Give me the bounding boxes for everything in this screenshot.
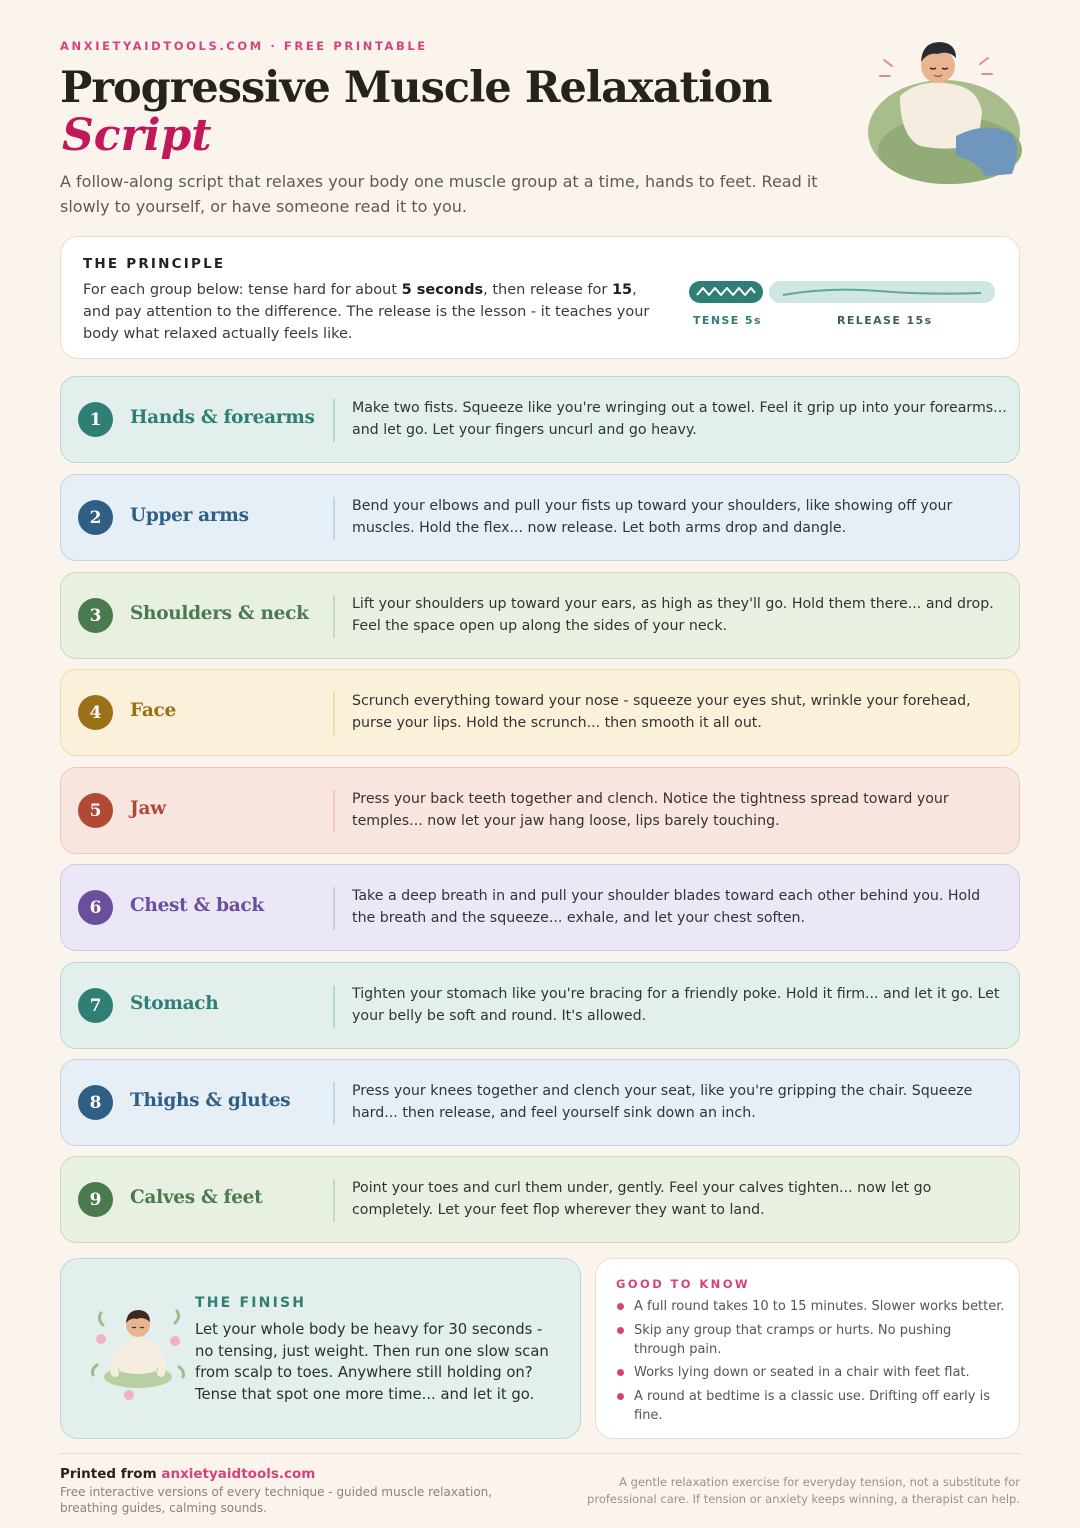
principle-body: For each group below: tense hard for about 5 seconds, then release for 15, and pay attention to the difference. The release is the lesson - it teaches your body what relaxed actually feels like. <box>83 282 650 342</box>
step-divider <box>333 399 335 442</box>
bullet-dot-icon <box>617 1327 624 1334</box>
step-instructions: Point your toes and curl them under, gently. Feel your calves tighten... now let go completely. Let your feet flop wherever they want to land. <box>352 1180 932 1218</box>
step-number-badge: 6 <box>78 890 113 925</box>
step-title: Chest & back <box>130 895 264 916</box>
step-number-badge: 4 <box>78 695 113 730</box>
step-divider <box>333 497 335 540</box>
step-title: Face <box>130 700 176 721</box>
release-bar <box>769 281 995 303</box>
step-instructions: Make two fists. Squeeze like you're wringing out a towel. Feel it grip up into your forearms... and let go. Let your fingers uncurl and go heavy. <box>352 400 1007 438</box>
wave-icon <box>769 281 995 303</box>
step-instructions: Press your back teeth together and clench. Notice the tightness spread toward your temples... now let your jaw hang loose, lips barely touching. <box>352 791 949 829</box>
step-divider <box>333 1082 335 1125</box>
step-divider <box>333 985 335 1028</box>
footer-divider <box>60 1453 1020 1454</box>
tense-label: TENSE 5s <box>693 314 762 327</box>
page-title-accent: Script <box>62 110 212 161</box>
principle-card <box>60 236 1020 359</box>
principle-heading: THE PRINCIPLE <box>83 256 226 272</box>
step-instructions: Press your knees together and clench your seat, like you're gripping the chair. Squeeze hard... then release, and feel yourself sink down an inch. <box>352 1083 973 1121</box>
finish-card <box>60 1258 581 1439</box>
bullet-dot-icon <box>617 1393 624 1400</box>
good-to-know-heading: GOOD TO KNOW <box>616 1277 750 1291</box>
printed-from: Printed from anxietyaidtools.com <box>60 1466 316 1482</box>
step-3-shoulders-neck <box>60 572 1020 659</box>
bullet-dot-icon <box>617 1303 624 1310</box>
zigzag-icon <box>689 281 763 303</box>
release-duration: 15 <box>611 282 633 298</box>
page-title: Progressive Muscle Relaxation <box>60 63 772 113</box>
step-8-thighs-glutes <box>60 1059 1020 1146</box>
step-instructions: Scrunch everything toward your nose - squeeze your eyes shut, wrinkle your forehead, purse your lips. Hold the scrunch... then smooth it all out. <box>352 693 971 731</box>
list-item: Works lying down or seated in a chair with feet flat. <box>616 1363 1006 1382</box>
step-instructions: Tighten your stomach like you're bracing for a friendly poke. Hold it firm... and let it go. Let your belly be soft and round. It's allowed. <box>352 986 1000 1024</box>
step-9-calves-feet <box>60 1156 1020 1243</box>
meditating-person-illustration <box>83 1295 193 1405</box>
step-title: Hands & forearms <box>130 407 315 428</box>
step-number-badge: 3 <box>78 598 113 633</box>
step-number-badge: 5 <box>78 793 113 828</box>
list-item: A full round takes 10 to 15 minutes. Slower works better. <box>616 1297 1006 1316</box>
bullet-dot-icon <box>617 1369 624 1376</box>
good-to-know-card <box>595 1258 1020 1439</box>
step-5-jaw <box>60 767 1020 854</box>
footer-disclaimer: A gentle relaxation exercise for everyday tension, not a substitute for professional care. If tension or anxiety keeps winning, a therapist can help. <box>587 1475 1020 1506</box>
release-label: RELEASE 15s <box>837 314 933 327</box>
list-item: A round at bedtime is a classic use. Drifting off early is fine. <box>616 1387 1006 1425</box>
step-divider <box>333 692 335 735</box>
step-title: Shoulders & neck <box>130 603 309 624</box>
step-number-badge: 1 <box>78 402 113 437</box>
step-2-upper-arms <box>60 474 1020 561</box>
relaxing-person-illustration <box>860 26 1030 188</box>
step-7-stomach <box>60 962 1020 1049</box>
step-title: Stomach <box>130 993 219 1014</box>
site-link[interactable]: anxietyaidtools.com <box>161 1466 316 1482</box>
step-divider <box>333 790 335 833</box>
finish-body: Let your whole body be heavy for 30 seconds - no tensing, just weight. Then run one slow scan from scalp to toes. Anywhere still holding on? Tense that spot one more time... and let it go. <box>195 1321 549 1403</box>
footer-note: Free interactive versions of every technique - guided muscle relaxation, breathing guides, calming sounds. <box>60 1485 493 1515</box>
step-title: Upper arms <box>130 505 249 526</box>
step-number-badge: 2 <box>78 500 113 535</box>
footer-credit <box>60 1466 530 1516</box>
good-to-know-list <box>616 1297 1006 1429</box>
page-subtitle: A follow-along script that relaxes your body one muscle group at a time, hands to feet. Read it slowly to yourself, or have someone read it to you. <box>60 172 818 216</box>
step-instructions: Lift your shoulders up toward your ears, as high as they'll go. Hold them there... and drop. Feel the space open up along the sides of your neck. <box>352 596 994 634</box>
step-title: Thighs & glutes <box>130 1090 291 1111</box>
step-6-chest-back <box>60 864 1020 951</box>
step-number-badge: 8 <box>78 1085 113 1120</box>
step-divider <box>333 887 335 930</box>
list-item: Skip any group that cramps or hurts. No pushing through pain. <box>616 1321 1006 1359</box>
step-title: Calves & feet <box>130 1187 263 1208</box>
step-divider <box>333 595 335 638</box>
step-4-face <box>60 669 1020 756</box>
step-divider <box>333 1179 335 1222</box>
step-instructions: Bend your elbows and pull your fists up toward your shoulders, like showing off your muscles. Hold the flex... now release. Let both arms drop and dangle. <box>352 498 953 536</box>
step-number-badge: 9 <box>78 1182 113 1217</box>
step-number-badge: 7 <box>78 988 113 1023</box>
step-title: Jaw <box>130 798 166 819</box>
site-kicker: ANXIETYAIDTOOLS.COM · FREE PRINTABLE <box>60 39 428 53</box>
step-instructions: Take a deep breath in and pull your shoulder blades toward each other behind you. Hold the breath and the squeeze... exhale, and let your chest soften. <box>352 888 981 926</box>
tense-release-timeline <box>689 281 999 331</box>
tense-bar <box>689 281 763 303</box>
finish-heading: THE FINISH <box>195 1295 307 1311</box>
step-1-hands-forearms <box>60 376 1020 463</box>
tense-duration: 5 seconds <box>401 282 484 298</box>
